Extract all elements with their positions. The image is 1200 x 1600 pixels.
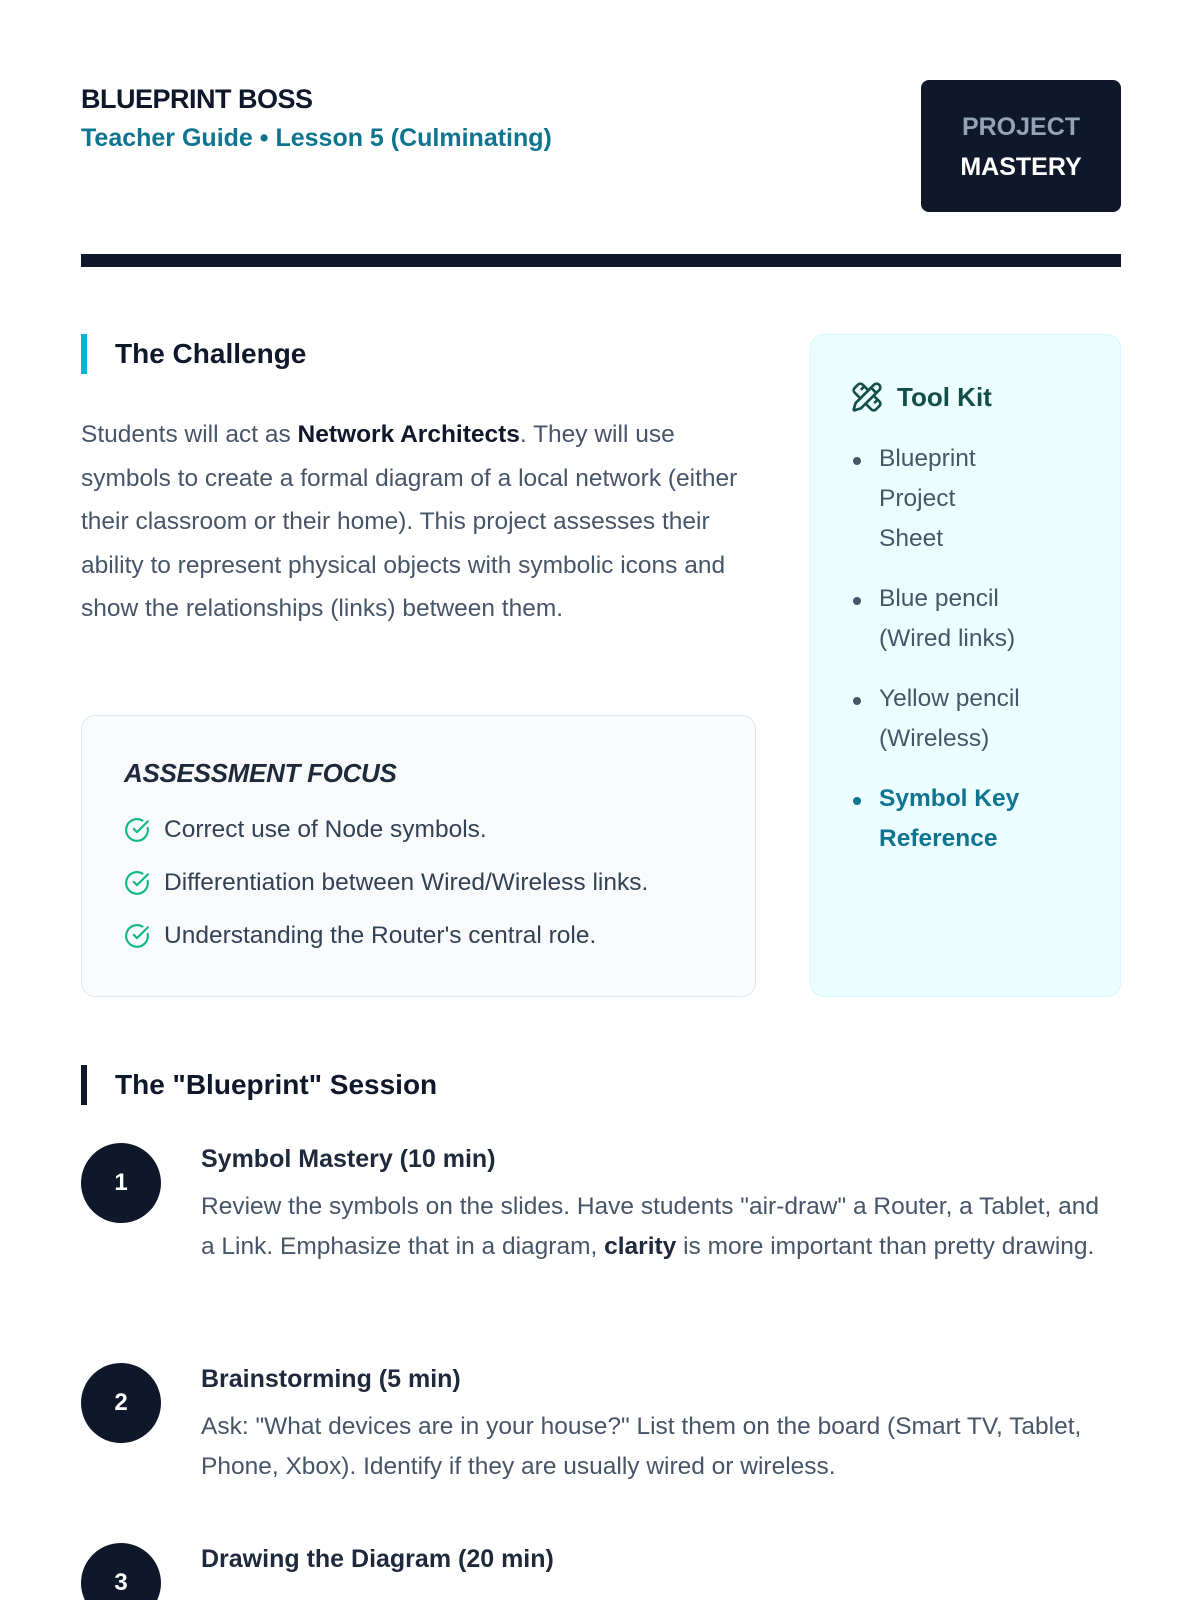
assessment-focus-title: ASSESSMENT FOCUS	[124, 758, 397, 788]
step-title: Drawing the Diagram (20 min)	[201, 1545, 554, 1573]
step-number: 3	[81, 1543, 161, 1600]
step-desc-before: Ask: "What devices are in your house?" List them on the board (Smart TV, Tablet, Phone, Xbox). Identify if they are usually wired or wireless.	[201, 1413, 1082, 1480]
step-desc-before: Review the symbols on the slides. Have students "air-draw" a Router, a Tablet, and a Link. Emphasize that in a diagram,	[201, 1193, 1100, 1260]
session-heading	[81, 1065, 437, 1105]
step-description	[201, 1187, 1101, 1267]
toolkit-item: Blue pencil (Wired links)	[851, 579, 1021, 659]
challenge-heading-text: The Challenge	[115, 338, 307, 369]
challenge-text-after: . They will use symbols to create a formal diagram of a local network (either their classroom or their home). This project assesses their ability to represent physical objects with symbolic icons and show the relationships (links) between them.	[81, 421, 738, 622]
page-subtitle: Teacher Guide • Lesson 5 (Culminating)	[81, 124, 552, 152]
toolkit-card	[810, 334, 1121, 997]
check-circle-icon	[124, 870, 150, 896]
challenge-text-before: Students will act as	[81, 421, 298, 448]
toolkit-item: Yellow pencil (Wireless)	[851, 679, 1031, 759]
challenge-heading-bar	[81, 334, 87, 374]
challenge-heading	[81, 334, 306, 374]
check-circle-icon	[124, 817, 150, 843]
assessment-item	[124, 803, 713, 856]
check-circle-icon	[124, 923, 150, 949]
step-description	[201, 1407, 1101, 1487]
page-title: BLUEPRINT BOSS	[81, 84, 313, 114]
assessment-item-text: Correct use of Node symbols.	[164, 815, 487, 843]
toolkit-list	[851, 439, 1080, 859]
challenge-description	[81, 413, 761, 631]
step-desc-after: is more important than pretty drawing.	[676, 1233, 1095, 1260]
assessment-item	[124, 856, 713, 909]
project-mastery-badge	[921, 80, 1121, 212]
badge-line-2: MASTERY	[960, 153, 1082, 181]
session-heading-bar	[81, 1065, 87, 1105]
session-heading-text: The "Blueprint" Session	[115, 1069, 438, 1100]
step-number: 1	[81, 1143, 161, 1223]
pencil-ruler-icon	[851, 381, 883, 413]
assessment-item	[124, 909, 713, 962]
toolkit-heading-text: Tool Kit	[897, 381, 992, 412]
step-number: 2	[81, 1363, 161, 1443]
assessment-item-text: Differentiation between Wired/Wireless links.	[164, 868, 649, 896]
toolkit-item: Blueprint Project Sheet	[851, 439, 1021, 559]
assessment-focus-card	[81, 715, 756, 997]
toolkit-heading	[851, 377, 1080, 417]
challenge-text-bold: Network Architects	[297, 421, 520, 448]
badge-line-1: PROJECT	[961, 113, 1081, 141]
step-title: Symbol Mastery (10 min)	[201, 1145, 496, 1173]
step-title: Brainstorming (5 min)	[201, 1365, 461, 1393]
toolkit-item-symbol-key: Symbol Key Reference	[851, 779, 1031, 859]
assessment-item-text: Understanding the Router's central role.	[164, 921, 597, 949]
step-desc-bold: clarity	[604, 1233, 677, 1260]
page-header	[81, 78, 1121, 214]
header-divider	[81, 254, 1121, 267]
